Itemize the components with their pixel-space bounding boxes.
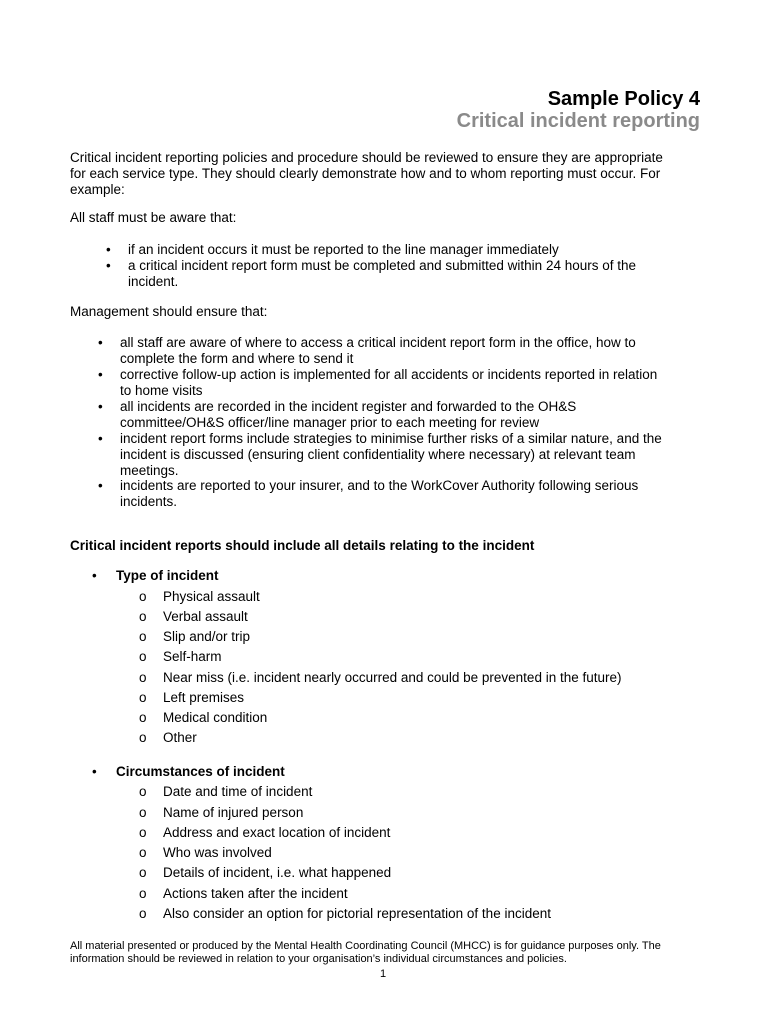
footer-disclaimer	[70, 940, 710, 966]
page-number: 1	[380, 968, 387, 980]
footer-line: All material presented or produced by the Mental Health Coordinating Council (MHCC) is for guidance purposes only. The	[70, 940, 661, 952]
intro-paragraph	[70, 150, 710, 198]
page-title: Sample Policy 4	[547, 88, 700, 110]
management-bullet-line: all incidents are recorded in the incident register and forwarded to the OH&S	[120, 399, 577, 414]
incident-type-item: o Left premises	[163, 690, 244, 706]
circumstance-item: o Date and time of incident	[163, 784, 312, 800]
incident-type-item: o Self-harm	[163, 649, 222, 665]
management-bullet-item	[120, 431, 700, 479]
incident-type-item: o Other	[163, 730, 197, 746]
staff-bullet-line: a critical incident report form must be completed and submitted within 24 hours of the	[128, 258, 637, 273]
circumstance-item: o Also consider an option for pictorial representation of the incident	[163, 906, 551, 922]
management-bullet-line: incidents are reported to your insurer, and to the WorkCover Authority following serious	[120, 478, 639, 493]
circumstance-item: o Details of incident, i.e. what happened	[163, 865, 391, 881]
management-bullet-line: incidents.	[120, 494, 178, 509]
footer-line: information should be reviewed in relation to your organisation’s individual circumstances and policies.	[70, 953, 567, 965]
circumstances-label: • Circumstances of incident	[116, 764, 285, 780]
management-bullet-item	[120, 478, 700, 510]
incident-type-item: o Near miss (i.e. incident nearly occurred and could be prevented in the future)	[163, 670, 622, 686]
incident-type-item: o Medical condition	[163, 710, 267, 726]
management-bullet-line: all staff are aware of where to access a critical incident report form in the office, how to	[120, 335, 636, 350]
management-bullet-line: incident report forms include strategies to minimise further risks of a similar nature, and the	[120, 431, 662, 446]
management-bullet-line: committee/OH&S officer/line manager prior to each meeting for review	[120, 415, 540, 430]
management-bullet-line: incident is discussed (ensuring client confidentiality where necessary) at relevant team	[120, 447, 636, 462]
page-subtitle: Critical incident reporting	[456, 110, 700, 132]
type-of-incident-label: • Type of incident	[116, 568, 219, 584]
staff-bullet-line: incident.	[128, 274, 179, 289]
management-bullet-line: meetings.	[120, 463, 179, 478]
staff-bullet-line: if an incident occurs it must be reported to the line manager immediately	[128, 242, 559, 257]
circumstance-item: o Address and exact location of incident	[163, 825, 390, 841]
staff-bullet-item	[128, 258, 708, 290]
management-bullet-line: complete the form and where to send it	[120, 351, 354, 366]
circumstance-item: o Who was involved	[163, 845, 272, 861]
intro-line: for each service type. They should clearly demonstrate how and to whom reporting must occur. For	[70, 166, 661, 181]
circumstance-item: o Actions taken after the incident	[163, 886, 348, 902]
management-heading: Management should ensure that:	[70, 304, 268, 319]
management-bullet-item	[120, 399, 700, 431]
incident-type-item: o Verbal assault	[163, 609, 248, 625]
staff-bullet-item	[128, 242, 708, 258]
intro-line: Critical incident reporting policies and procedure should be reviewed to ensure they are appropriate	[70, 150, 663, 165]
management-bullet-item	[120, 367, 700, 399]
staff-heading: All staff must be aware that:	[70, 210, 237, 225]
circumstance-item: o Name of injured person	[163, 805, 303, 821]
intro-line: example:	[70, 182, 125, 197]
incident-type-item: o Slip and/or trip	[163, 629, 250, 645]
management-bullet-line: corrective follow-up action is implemented for all accidents or incidents reported in relation	[120, 367, 658, 382]
management-bullet-line: to home visits	[120, 383, 203, 398]
management-bullet-item	[120, 335, 700, 367]
reports-heading: Critical incident reports should include all details relating to the incident	[70, 538, 535, 553]
incident-type-item: o Physical assault	[163, 589, 260, 605]
